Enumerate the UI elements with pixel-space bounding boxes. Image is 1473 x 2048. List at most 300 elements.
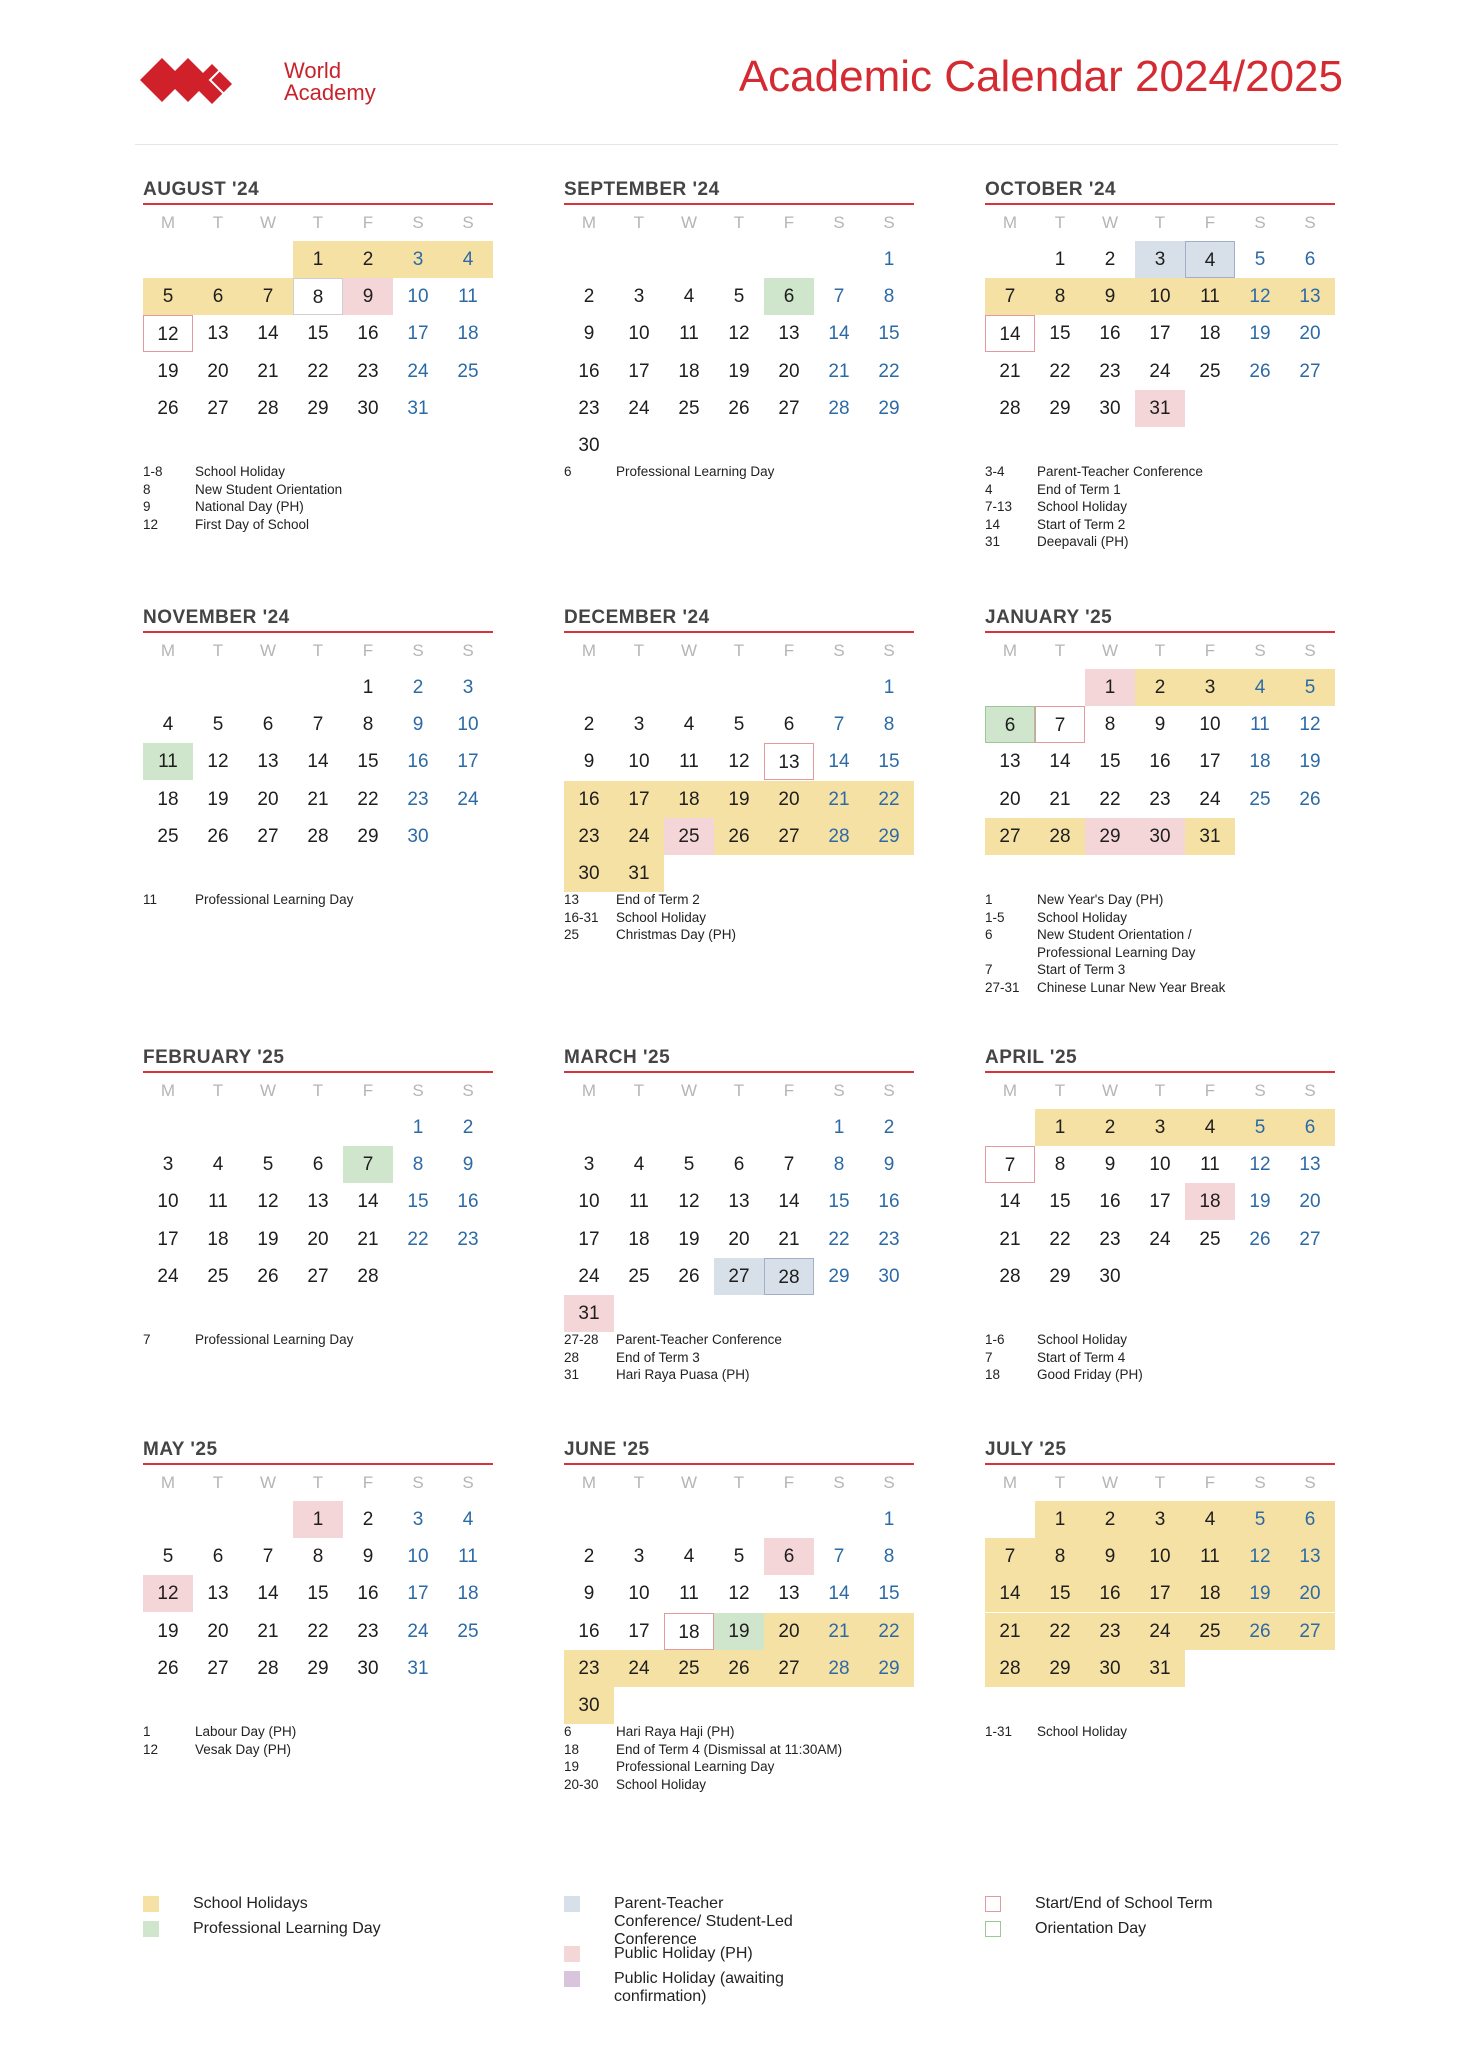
note-date: 14 [985, 516, 1001, 532]
day-cell: 10 [1149, 1154, 1171, 1176]
weekday-label: T [1154, 641, 1166, 660]
month-title: FEBRUARY '25 [143, 1048, 493, 1073]
note-text: Hari Raya Haji (PH) [616, 1724, 735, 1739]
note-text: End of Term 3 [616, 1349, 700, 1365]
note-date: 16-31 [564, 909, 599, 925]
day-cell: 29 [1085, 818, 1135, 855]
legend-swatch [564, 1946, 580, 1962]
day-cell: 24 [628, 397, 650, 419]
weekday-label: F [1204, 641, 1216, 660]
day-cell: 7 [833, 714, 845, 736]
note-date: 6 [564, 464, 572, 479]
day-cell: 13 [307, 1191, 329, 1213]
weekday-header [564, 1073, 914, 1109]
note-date: 18 [564, 1741, 580, 1757]
note-date: 6 [564, 1724, 572, 1739]
day-cell: 11 [1185, 278, 1235, 315]
day-cell: 31 [1135, 1650, 1185, 1687]
day-cell: 8 [883, 1546, 895, 1568]
day-cell: 6 [764, 278, 814, 315]
day-cell: 1 [883, 677, 895, 698]
day-cell: 3 [412, 1509, 424, 1530]
weekday-label: T [1054, 213, 1066, 232]
day-cell: 30 [357, 1657, 379, 1679]
day-cell: 13 [207, 323, 229, 345]
logo-mark-icon [140, 50, 290, 120]
day-cell: 14 [778, 1191, 800, 1213]
day-cell: 18 [628, 1228, 650, 1250]
day-cell: 12 [1249, 1154, 1271, 1176]
day-cell: 22 [864, 1613, 914, 1650]
month-6 [143, 1048, 493, 1349]
note-line [985, 944, 1335, 962]
day-cell: 2 [343, 241, 393, 278]
day-cell: 8 [883, 286, 895, 308]
day-cell: 19 [1249, 323, 1271, 345]
note-line [985, 961, 1335, 979]
note-date: 18 [985, 1367, 1001, 1382]
month-notes [564, 1723, 914, 1793]
weekday-label: F [362, 213, 374, 232]
day-cell: 8 [1035, 1538, 1085, 1575]
day-cell: 4 [462, 1509, 474, 1530]
month-11 [985, 1440, 1335, 1741]
weekday-label: S [883, 1473, 895, 1492]
day-cell: 16 [1099, 323, 1121, 345]
weekday-label: F [1204, 213, 1216, 232]
day-cell: 19 [1299, 751, 1321, 773]
weekday-label: S [462, 213, 474, 232]
day-cell: 22 [864, 781, 914, 818]
day-cell: 21 [257, 360, 279, 382]
note-line [985, 1349, 1335, 1367]
day-cell: 11 [458, 286, 478, 308]
day-cell: 3 [1135, 1501, 1185, 1538]
day-cell: 8 [412, 1154, 424, 1176]
note-date: 1-5 [985, 909, 1005, 925]
day-cell: 19 [728, 360, 750, 382]
note-text: Hari Raya Puasa (PH) [616, 1367, 750, 1382]
day-cell: 21 [814, 781, 864, 818]
day-cell: 24 [614, 1650, 664, 1687]
weekday-label: F [1204, 1081, 1216, 1100]
day-cell: 9 [343, 278, 393, 315]
weekday-label: M [160, 1473, 176, 1492]
day-cell: 1 [1054, 249, 1066, 270]
day-cell: 9 [1154, 714, 1166, 736]
note-text: Start of Term 2 [1037, 516, 1126, 532]
legend-item [564, 1895, 814, 1949]
weekday-label: M [581, 641, 597, 660]
note-date: 7 [985, 1349, 993, 1365]
note-line [564, 926, 914, 944]
note-line [143, 1331, 493, 1349]
day-cell: 10 [1135, 1538, 1185, 1575]
day-cell: 26 [1299, 788, 1321, 810]
day-cell: 23 [1099, 360, 1121, 382]
day-cell: 21 [1049, 788, 1071, 810]
day-cell: 4 [212, 1154, 224, 1176]
month-title: APRIL '25 [985, 1048, 1335, 1073]
day-cell: 21 [814, 1613, 864, 1650]
day-cell: 20 [778, 360, 800, 382]
weekday-label: S [1254, 1081, 1266, 1100]
day-cell: 18 [1249, 751, 1271, 773]
day-cell: 9 [412, 714, 424, 736]
weekday-label: T [212, 641, 224, 660]
day-cell: 6 [764, 1538, 814, 1575]
day-cell: 14 [1049, 751, 1071, 773]
day-cell: 28 [814, 1650, 864, 1687]
weekday-label: M [581, 1473, 597, 1492]
note-line [143, 463, 493, 481]
day-cell: 19 [157, 360, 179, 382]
note-date: 27-28 [564, 1332, 599, 1347]
day-cell: 28 [828, 397, 850, 419]
month-notes [143, 463, 493, 533]
note-text: End of Term 2 [616, 892, 700, 907]
day-cell: 15 [307, 323, 329, 345]
weekday-label: T [312, 1081, 324, 1100]
day-grid [564, 241, 914, 463]
note-date: 13 [564, 892, 580, 907]
day-cell: 2 [1085, 1501, 1135, 1538]
month-notes [985, 1723, 1335, 1741]
note-text: Professional Learning Day [616, 1759, 775, 1774]
day-cell: 12 [143, 1575, 193, 1612]
day-cell: 20 [307, 1228, 329, 1250]
day-cell: 29 [1049, 1265, 1071, 1287]
weekday-label: S [833, 213, 845, 232]
day-cell: 5 [733, 286, 745, 308]
weekday-label: T [212, 1473, 224, 1492]
day-cell: 28 [999, 1265, 1021, 1287]
day-cell: 12 [728, 751, 750, 773]
legend-item [143, 1920, 453, 1938]
day-cell: 12 [143, 315, 193, 352]
day-cell: 22 [1035, 1613, 1085, 1650]
day-grid [985, 1501, 1335, 1723]
day-cell: 1 [883, 249, 895, 270]
day-cell: 11 [208, 1191, 228, 1213]
day-cell: 4 [1185, 1109, 1235, 1146]
weekday-label: T [633, 213, 645, 232]
day-cell: 18 [1185, 1183, 1235, 1220]
day-cell: 16 [357, 323, 379, 345]
day-cell: 17 [457, 751, 479, 773]
note-date: 1 [985, 892, 993, 907]
day-cell: 10 [457, 714, 479, 736]
day-cell: 1 [362, 677, 374, 698]
day-cell: 24 [1149, 360, 1171, 382]
day-cell: 5 [143, 278, 193, 315]
day-cell: 17 [1199, 751, 1221, 773]
note-date: 12 [143, 1741, 159, 1757]
day-cell: 30 [1135, 818, 1185, 855]
note-text: Christmas Day (PH) [616, 927, 737, 942]
month-title: JULY '25 [985, 1440, 1335, 1465]
day-cell: 28 [985, 1650, 1035, 1687]
month-notes [985, 891, 1335, 996]
month-title: JUNE '25 [564, 1440, 914, 1465]
day-cell: 6 [1285, 1109, 1335, 1146]
day-cell: 29 [1035, 1650, 1085, 1687]
weekday-header [143, 1073, 493, 1109]
day-grid [143, 1109, 493, 1331]
weekday-label: M [160, 213, 176, 232]
weekday-label: M [1002, 641, 1018, 660]
legend-label: School Holidays [193, 1895, 308, 1912]
day-cell: 15 [1099, 751, 1121, 773]
day-cell: 27 [714, 1258, 764, 1295]
weekday-header [564, 633, 914, 669]
weekday-label: F [362, 1081, 374, 1100]
day-cell: 12 [728, 1583, 750, 1605]
day-cell: 3 [1185, 669, 1235, 706]
day-cell: 23 [357, 360, 379, 382]
day-cell: 6 [783, 714, 795, 736]
month-notes [985, 463, 1335, 551]
note-line [564, 1776, 914, 1794]
day-cell: 5 [1235, 1501, 1285, 1538]
day-cell: 2 [362, 1509, 374, 1530]
note-line [143, 1741, 493, 1759]
day-cell: 14 [828, 751, 850, 773]
day-cell: 17 [628, 1620, 650, 1642]
day-cell: 10 [628, 1583, 650, 1605]
note-text: Good Friday (PH) [1037, 1367, 1143, 1382]
day-cell: 22 [307, 360, 329, 382]
day-cell: 11 [629, 1191, 649, 1213]
weekday-label: M [581, 1081, 597, 1100]
weekday-label: F [783, 641, 795, 660]
day-cell: 27 [207, 1657, 229, 1679]
day-cell: 3 [462, 677, 474, 698]
weekday-label: S [412, 213, 424, 232]
month-notes [985, 1331, 1335, 1384]
page-title: Academic Calendar 2024/2025 [738, 52, 1343, 101]
day-grid [143, 669, 493, 891]
day-cell: 27 [764, 1650, 814, 1687]
weekday-label: S [1254, 1473, 1266, 1492]
day-cell: 26 [1249, 1228, 1271, 1250]
weekday-label: F [783, 213, 795, 232]
day-cell: 13 [778, 1583, 800, 1605]
day-cell: 11 [1185, 1538, 1235, 1575]
note-text: New Year's Day (PH) [1037, 892, 1164, 907]
day-cell: 27 [207, 397, 229, 419]
day-cell: 22 [407, 1228, 429, 1250]
note-date: 31 [985, 534, 1001, 549]
day-cell: 7 [343, 1146, 393, 1183]
note-line [564, 1331, 914, 1349]
day-cell: 2 [1135, 669, 1185, 706]
day-cell: 16 [457, 1191, 479, 1213]
month-10 [564, 1440, 914, 1793]
note-text: School Holiday [1037, 1332, 1128, 1347]
day-cell: 18 [207, 1228, 229, 1250]
note-line [564, 1723, 914, 1741]
note-line [143, 1723, 493, 1741]
note-date: 27-31 [985, 979, 1020, 995]
day-cell: 3 [583, 1154, 595, 1176]
day-cell: 8 [293, 278, 343, 315]
day-cell: 28 [1035, 818, 1085, 855]
month-3 [143, 608, 493, 909]
brand-line-1: World [284, 58, 342, 83]
day-cell: 18 [1199, 323, 1221, 345]
day-cell: 12 [1299, 714, 1321, 736]
weekday-label: T [733, 1473, 745, 1492]
day-cell: 16 [1099, 1191, 1121, 1213]
note-text: School Holiday [1037, 909, 1128, 925]
day-cell: 6 [1304, 249, 1316, 270]
day-cell: 1 [412, 1117, 424, 1138]
day-cell: 13 [999, 751, 1021, 773]
note-text: New Student Orientation [195, 481, 343, 497]
day-cell: 25 [457, 1620, 479, 1642]
day-cell: 14 [357, 1191, 379, 1213]
day-cell: 15 [407, 1191, 429, 1213]
day-cell: 19 [157, 1620, 179, 1642]
day-cell: 1 [293, 241, 343, 278]
day-cell: 16 [1085, 1575, 1135, 1612]
day-cell: 22 [1049, 360, 1071, 382]
day-cell: 21 [307, 788, 329, 810]
weekday-label: S [412, 1473, 424, 1492]
note-text: End of Term 4 (Dismissal at 11:30AM) [616, 1741, 843, 1757]
weekday-label: T [1154, 1081, 1166, 1100]
day-cell: 13 [1299, 1154, 1321, 1176]
day-cell: 23 [457, 1228, 479, 1250]
day-cell: 9 [583, 1583, 595, 1605]
note-text: Parent-Teacher Conference [1037, 464, 1203, 479]
day-grid [985, 669, 1335, 891]
day-cell: 27 [257, 825, 279, 847]
month-title: DECEMBER '24 [564, 608, 914, 633]
day-cell: 9 [1104, 1154, 1116, 1176]
weekday-label: S [883, 1081, 895, 1100]
weekday-label: S [462, 641, 474, 660]
weekday-label: M [581, 213, 597, 232]
day-cell: 29 [357, 825, 379, 847]
legend-label: Parent-Teacher Conference/ Student-Led Conference [614, 1895, 793, 1948]
note-line [985, 891, 1335, 909]
day-cell: 15 [1049, 323, 1071, 345]
day-cell: 5 [162, 1546, 174, 1568]
day-cell: 6 [212, 1546, 224, 1568]
day-cell: 22 [1049, 1228, 1071, 1250]
day-cell: 22 [357, 788, 379, 810]
day-cell: 31 [407, 1657, 429, 1679]
day-cell: 28 [357, 1265, 379, 1287]
day-cell: 23 [1085, 1613, 1135, 1650]
day-cell: 2 [583, 286, 595, 308]
day-cell: 26 [1235, 1613, 1285, 1650]
day-cell: 16 [1149, 751, 1171, 773]
day-cell: 16 [357, 1583, 379, 1605]
day-cell: 28 [307, 825, 329, 847]
weekday-label: M [160, 641, 176, 660]
weekday-label: F [783, 1473, 795, 1492]
weekday-label: W [680, 641, 698, 660]
day-cell: 24 [578, 1265, 600, 1287]
day-cell: 19 [714, 781, 764, 818]
day-cell: 5 [733, 714, 745, 736]
day-cell: 8 [1104, 714, 1116, 736]
day-cell: 29 [307, 1657, 329, 1679]
note-line [985, 1366, 1335, 1384]
day-cell: 2 [1085, 1109, 1135, 1146]
weekday-label: T [1154, 213, 1166, 232]
month-notes [564, 891, 914, 944]
day-cell: 18 [664, 781, 714, 818]
note-text: School Holiday [616, 909, 707, 925]
day-cell: 13 [764, 743, 814, 780]
day-cell: 14 [985, 315, 1035, 352]
header-divider [135, 144, 1338, 145]
day-cell: 17 [614, 781, 664, 818]
day-cell: 13 [728, 1191, 750, 1213]
note-text: National Day (PH) [195, 499, 304, 514]
day-cell: 22 [307, 1620, 329, 1642]
note-line [985, 481, 1335, 499]
day-cell: 21 [999, 1228, 1021, 1250]
day-cell: 2 [583, 714, 595, 736]
day-cell: 6 [193, 278, 243, 315]
day-cell: 20 [207, 1620, 229, 1642]
day-cell: 25 [628, 1265, 650, 1287]
day-grid [143, 1501, 493, 1723]
day-grid [985, 241, 1335, 463]
day-cell: 7 [262, 1546, 274, 1568]
day-cell: 24 [457, 788, 479, 810]
day-cell: 21 [257, 1620, 279, 1642]
day-cell: 4 [683, 714, 695, 736]
legend-swatch [143, 1921, 159, 1937]
day-cell: 10 [578, 1191, 600, 1213]
weekday-label: S [462, 1473, 474, 1492]
note-line [985, 1331, 1335, 1349]
day-cell: 19 [714, 1613, 764, 1650]
weekday-label: T [1154, 1473, 1166, 1492]
day-cell: 15 [1035, 1575, 1085, 1612]
weekday-header [143, 205, 493, 241]
day-cell: 12 [1235, 278, 1285, 315]
weekday-label: W [680, 1081, 698, 1100]
day-cell: 15 [828, 1191, 850, 1213]
day-cell: 13 [257, 751, 279, 773]
day-cell: 14 [257, 1583, 279, 1605]
day-cell: 20 [1299, 323, 1321, 345]
day-cell: 15 [307, 1583, 329, 1605]
note-line [985, 926, 1335, 944]
legend-label: Public Holiday (PH) [614, 1945, 753, 1962]
note-text: School Holiday [1037, 499, 1128, 514]
day-cell: 6 [1285, 1501, 1335, 1538]
weekday-label: S [1304, 1081, 1316, 1100]
day-cell: 11 [458, 1546, 478, 1568]
day-cell: 13 [1285, 278, 1335, 315]
day-cell: 12 [257, 1191, 279, 1213]
legend-swatch [985, 1896, 1001, 1912]
day-cell: 15 [878, 1583, 900, 1605]
legend-swatch [143, 1896, 159, 1912]
weekday-label: S [1304, 1473, 1316, 1492]
weekday-label: F [1204, 1473, 1216, 1492]
day-cell: 4 [633, 1154, 645, 1176]
month-notes [564, 463, 914, 481]
